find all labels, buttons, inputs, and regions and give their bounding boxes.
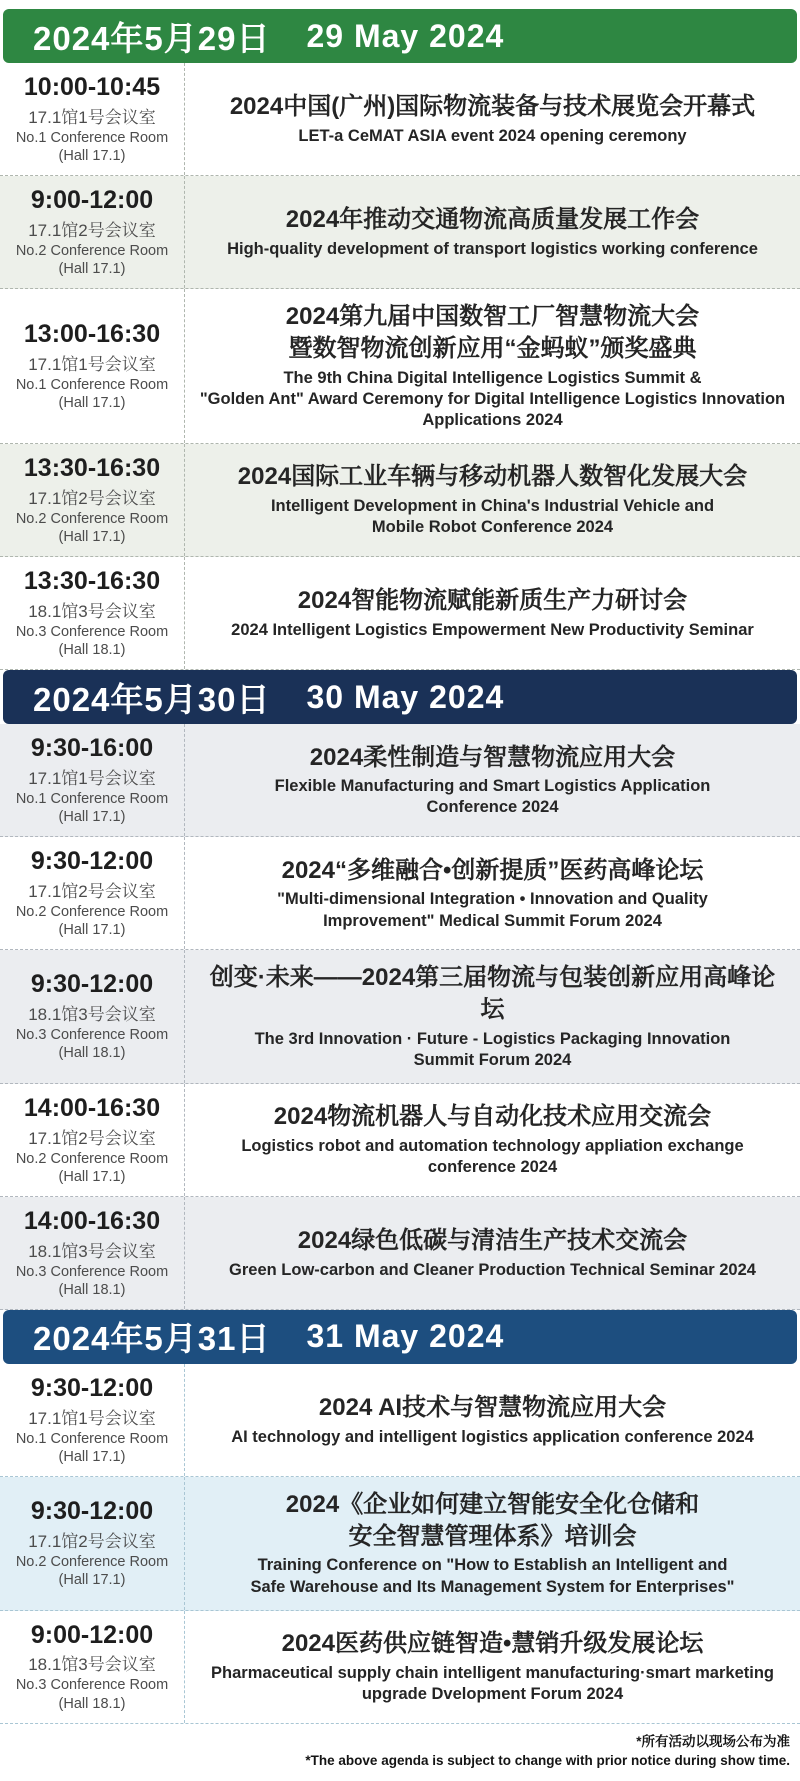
event-title-zh-line: 2024《企业如何建立智能安全化仓储和 [285, 1491, 700, 1519]
event-room-zh: 17.1馆2号会议室 [28, 1128, 156, 1148]
day-header [3, 9, 797, 63]
event-room-en: No.3 Conference Room [15, 1027, 169, 1044]
event-hall: (Hall 17.1) [58, 147, 126, 164]
event-row [0, 1477, 800, 1611]
event-title-en-line: "Golden Ant" Award Ceremony for Digital Intelligence Logistics Innovation [199, 389, 786, 408]
event-time-cell [0, 444, 185, 556]
event-hall: (Hall 18.1) [58, 1281, 126, 1298]
event-title-zh [310, 742, 675, 774]
event-room-en: No.2 Conference Room [15, 903, 169, 920]
event-hall: (Hall 17.1) [58, 528, 126, 545]
event-time: 14:00-16:30 [23, 1093, 161, 1122]
event-title-en-line: The 3rd Innovation · Future - Logistics Packaging Innovation [254, 1029, 731, 1048]
event-title-en [298, 126, 686, 147]
event-time-cell [0, 1611, 185, 1723]
event-time: 9:00-12:00 [30, 186, 154, 215]
event-hall: (Hall 18.1) [58, 1695, 126, 1712]
event-title-cell [185, 1477, 800, 1610]
day-header [3, 1310, 797, 1364]
day-header-date-en: 29 May 2024 [306, 17, 505, 54]
event-title-en-line: conference 2024 [427, 1158, 558, 1177]
event-time: 10:00-10:45 [23, 73, 161, 101]
event-room-zh: 17.1馆1号会议室 [28, 107, 156, 127]
event-title-zh-line: 2024物流机器人与自动化技术应用交流会 [273, 1103, 712, 1131]
event-title-zh-line: 2024年推动交通物流高质量发展工作会 [285, 206, 700, 234]
event-title-en [231, 620, 754, 641]
event-room-en: No.2 Conference Room [15, 1554, 169, 1571]
event-row [0, 444, 800, 557]
event-title-en-line: Improvement" Medical Summit Forum 2024 [323, 911, 662, 930]
event-title-cell [185, 1084, 800, 1196]
footer-note-zh: *所有活动以现场公布为准 [636, 1733, 790, 1749]
event-hall: (Hall 17.1) [58, 1448, 126, 1465]
event-title-en-line: Training Conference on "How to Establish an Intelligent and [257, 1556, 728, 1575]
event-title-en-line: Conference 2024 [426, 798, 559, 817]
event-room-zh: 17.1馆2号会议室 [28, 881, 156, 901]
event-title-zh-line: 暨数智物流创新应用“金蚂蚁”颁奖盛典 [288, 334, 697, 362]
event-room-zh: 17.1馆1号会议室 [28, 768, 156, 788]
day-header-date-zh: 2024年5月31日 [33, 1320, 271, 1358]
event-title-zh [286, 204, 699, 236]
event-title-cell [185, 1611, 800, 1723]
event-row [0, 557, 800, 670]
event-title-cell [185, 289, 800, 443]
event-row [0, 63, 800, 176]
event-title-en [229, 1260, 756, 1281]
event-room-en: No.3 Conference Room [15, 1677, 169, 1694]
event-title-cell [185, 1197, 800, 1309]
event-room-en: No.3 Conference Room [15, 1263, 169, 1280]
event-hall: (Hall 17.1) [58, 261, 126, 278]
event-title-en-line: 2024 Intelligent Logistics Empowerment New Productivity Seminar [231, 620, 754, 639]
event-title-cell [185, 557, 800, 669]
day-header-date-en: 31 May 2024 [306, 1318, 505, 1355]
event-time: 13:30-16:30 [23, 566, 161, 595]
event-title-en-line: Pharmaceutical supply chain intelligent manufacturing·smart marketing [211, 1663, 774, 1682]
event-room-zh: 17.1馆2号会议室 [28, 220, 156, 240]
event-time: 9:30-16:00 [30, 734, 154, 763]
event-title-en-line: High-quality development of transport logistics working conference [227, 239, 758, 258]
event-title-en [250, 1555, 734, 1597]
event-title-en-line: Flexible Manufacturing and Smart Logistics Application [274, 777, 711, 796]
day-section-3 [0, 1310, 800, 1724]
event-title-cell [185, 724, 800, 836]
event-room-zh: 17.1馆2号会议室 [28, 488, 156, 508]
event-title-en [255, 1029, 731, 1071]
event-title-cell [185, 950, 800, 1083]
event-time: 9:00-12:00 [30, 1620, 154, 1649]
event-room-zh: 17.1馆1号会议室 [28, 1408, 156, 1428]
event-room-zh: 18.1馆3号会议室 [28, 1655, 156, 1675]
event-time: 9:30-12:00 [30, 847, 154, 876]
event-room-zh: 17.1馆2号会议室 [28, 1532, 156, 1552]
event-title-en [231, 1427, 754, 1448]
event-hall: (Hall 17.1) [58, 922, 126, 939]
event-time: 14:00-16:30 [23, 1206, 161, 1235]
event-title-en-line: Mobile Robot Conference 2024 [371, 518, 614, 537]
event-title-zh-line: 2024 AI技术与智慧物流应用大会 [318, 1394, 667, 1422]
event-time-cell [0, 1197, 185, 1309]
event-time-cell [0, 63, 185, 175]
event-row [0, 1611, 800, 1724]
event-title-en [227, 239, 758, 260]
event-hall: (Hall 17.1) [58, 809, 126, 826]
event-title-zh [230, 91, 755, 123]
day-section-2 [0, 670, 800, 1310]
event-room-zh: 17.1馆1号会议室 [28, 354, 156, 374]
event-title-en [271, 496, 714, 538]
event-title-en-line: Green Low-carbon and Cleaner Production Technical Seminar 2024 [229, 1260, 756, 1279]
event-title-zh-line: 创变·未来——2024第三届物流与包装创新应用高峰论坛 [209, 964, 776, 1023]
event-room-en: No.1 Conference Room [15, 790, 169, 807]
event-title-zh [238, 461, 747, 493]
event-room-en: No.1 Conference Room [15, 1430, 169, 1447]
event-title-en-line: Safe Warehouse and Its Management System for Enterprises" [250, 1577, 735, 1596]
event-hall: (Hall 18.1) [58, 1045, 126, 1062]
event-title-zh-line: 2024“多维融合•创新提质”医药高峰论坛 [281, 856, 704, 884]
event-title-en-line: Logistics robot and automation technology appliation exchange [241, 1137, 744, 1156]
event-time: 9:30-12:00 [30, 1497, 154, 1526]
event-row [0, 1084, 800, 1197]
event-room-zh: 18.1馆3号会议室 [28, 1241, 156, 1261]
event-title-zh-line: 2024智能物流赋能新质生产力研讨会 [297, 587, 688, 615]
event-row [0, 724, 800, 837]
day-header-date-en: 30 May 2024 [306, 678, 505, 715]
event-time: 13:30-16:30 [23, 453, 161, 482]
event-title-zh [319, 1392, 666, 1424]
event-title-zh [298, 585, 687, 617]
days-container [0, 9, 800, 1724]
event-title-en-line: Applications 2024 [422, 410, 563, 429]
event-title-en [241, 1136, 743, 1178]
event-room-en: No.3 Conference Room [15, 623, 169, 640]
day-section-1 [0, 9, 800, 670]
event-title-zh [282, 855, 704, 887]
event-row [0, 837, 800, 950]
event-title-en-line: "Multi-dimensional Integration • Innovation and Quality [277, 890, 708, 909]
footer-note-en: *The above agenda is subject to change with prior notice during show time. [305, 1753, 790, 1769]
event-time-cell [0, 176, 185, 288]
event-hall: (Hall 17.1) [58, 394, 126, 411]
event-room-en: No.2 Conference Room [15, 242, 169, 259]
event-room-en: No.1 Conference Room [15, 129, 169, 146]
event-title-en-line: AI technology and intelligent logistics application conference 2024 [231, 1427, 754, 1446]
event-time-cell [0, 837, 185, 949]
event-title-zh [298, 1225, 687, 1257]
event-time-cell [0, 950, 185, 1083]
event-row [0, 1197, 800, 1310]
event-title-zh [274, 1101, 711, 1133]
event-title-cell [185, 837, 800, 949]
event-title-en [277, 889, 708, 931]
event-room-en: No.2 Conference Room [15, 1150, 169, 1167]
day-header-date-zh: 2024年5月29日 [33, 19, 271, 57]
event-title-cell [185, 63, 800, 175]
event-title-zh-line: 2024医药供应链智造•慧销升级发展论坛 [281, 1630, 704, 1658]
event-hall: (Hall 17.1) [58, 1572, 126, 1589]
event-title-zh [199, 962, 786, 1025]
event-title-zh-line: 2024柔性制造与智慧物流应用大会 [309, 743, 676, 771]
footer-note [0, 1724, 800, 1781]
event-title-en-line: upgrade Dvelopment Forum 2024 [361, 1685, 624, 1704]
event-title-en-line: LET-a CeMAT ASIA event 2024 opening ceremony [298, 126, 687, 145]
event-room-zh: 18.1馆3号会议室 [28, 601, 156, 621]
event-time-cell [0, 1477, 185, 1610]
event-title-zh-line: 2024绿色低碳与清洁生产技术交流会 [297, 1227, 688, 1255]
day-header-date-zh: 2024年5月30日 [33, 680, 271, 718]
event-title-zh-line: 2024第九届中国数智工厂智慧物流大会 [285, 303, 700, 331]
event-title-cell [185, 1364, 800, 1476]
event-title-zh-line: 2024中国(广州)国际物流装备与技术展览会开幕式 [229, 93, 756, 121]
event-row [0, 1364, 800, 1477]
event-row [0, 176, 800, 289]
event-title-cell [185, 444, 800, 556]
event-title-zh-line: 安全智慧管理体系》培训会 [348, 1522, 637, 1550]
event-title-cell [185, 176, 800, 288]
event-room-zh: 18.1馆3号会议室 [28, 1005, 156, 1025]
event-time-cell [0, 1084, 185, 1196]
event-room-en: No.2 Conference Room [15, 510, 169, 527]
event-row [0, 289, 800, 444]
event-time: 13:00-16:30 [23, 319, 161, 348]
event-time-cell [0, 289, 185, 443]
event-title-zh-line: 2024国际工业车辆与移动机器人数智化发展大会 [237, 463, 748, 491]
day-header [3, 670, 797, 724]
event-time-cell [0, 724, 185, 836]
event-title-en-line: Intelligent Development in China's Industrial Vehicle and [270, 497, 715, 516]
event-title-en-line: Summit Forum 2024 [413, 1050, 572, 1069]
event-title-zh [286, 1489, 699, 1552]
event-title-en-line: The 9th China Digital Intelligence Logistics Summit & [283, 368, 702, 387]
event-hall: (Hall 17.1) [58, 1168, 126, 1185]
event-title-en [200, 368, 785, 431]
event-row [0, 950, 800, 1084]
event-hall: (Hall 18.1) [58, 641, 126, 658]
event-title-zh [286, 301, 699, 364]
event-time-cell [0, 1364, 185, 1476]
event-room-en: No.1 Conference Room [15, 376, 169, 393]
event-time: 9:30-12:00 [30, 970, 154, 999]
event-time: 9:30-12:00 [30, 1373, 154, 1402]
event-time-cell [0, 557, 185, 669]
event-title-zh [282, 1628, 704, 1660]
event-title-en [275, 776, 711, 818]
event-title-en [211, 1663, 774, 1705]
